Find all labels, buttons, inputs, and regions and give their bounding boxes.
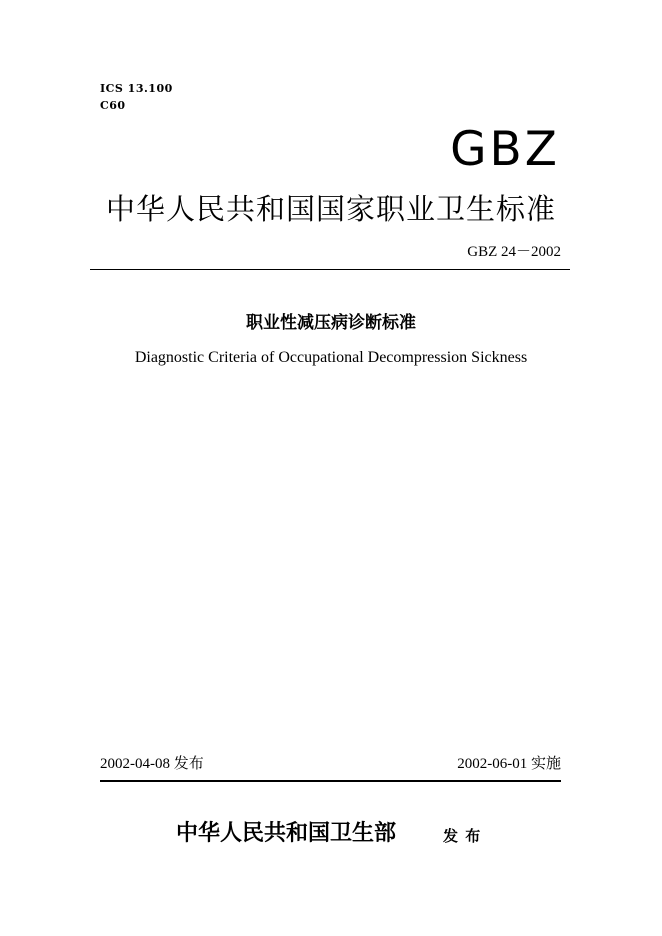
ccs-code: C60	[100, 99, 126, 112]
standard-type-title: 中华人民共和国国家职业卫生标准	[105, 192, 556, 226]
publish-date: 2002-04-08 发布	[100, 756, 204, 772]
gbz-logo: GBZ	[450, 122, 560, 177]
document-title-english: Diagnostic Criteria of Occupational Decompression Sickness	[134, 349, 528, 366]
effective-date: 2002-06-01 实施	[457, 756, 561, 772]
issuing-authority: 中华人民共和国卫生部	[176, 821, 397, 846]
ics-code: ICS 13.100	[100, 82, 173, 95]
issue-label: 发 布	[443, 827, 482, 845]
footer-divider	[100, 780, 561, 782]
standard-code: GBZ 24－2002	[467, 244, 561, 260]
header-divider	[90, 269, 570, 270]
document-title-chinese: 职业性减压病诊断标准	[246, 313, 416, 333]
